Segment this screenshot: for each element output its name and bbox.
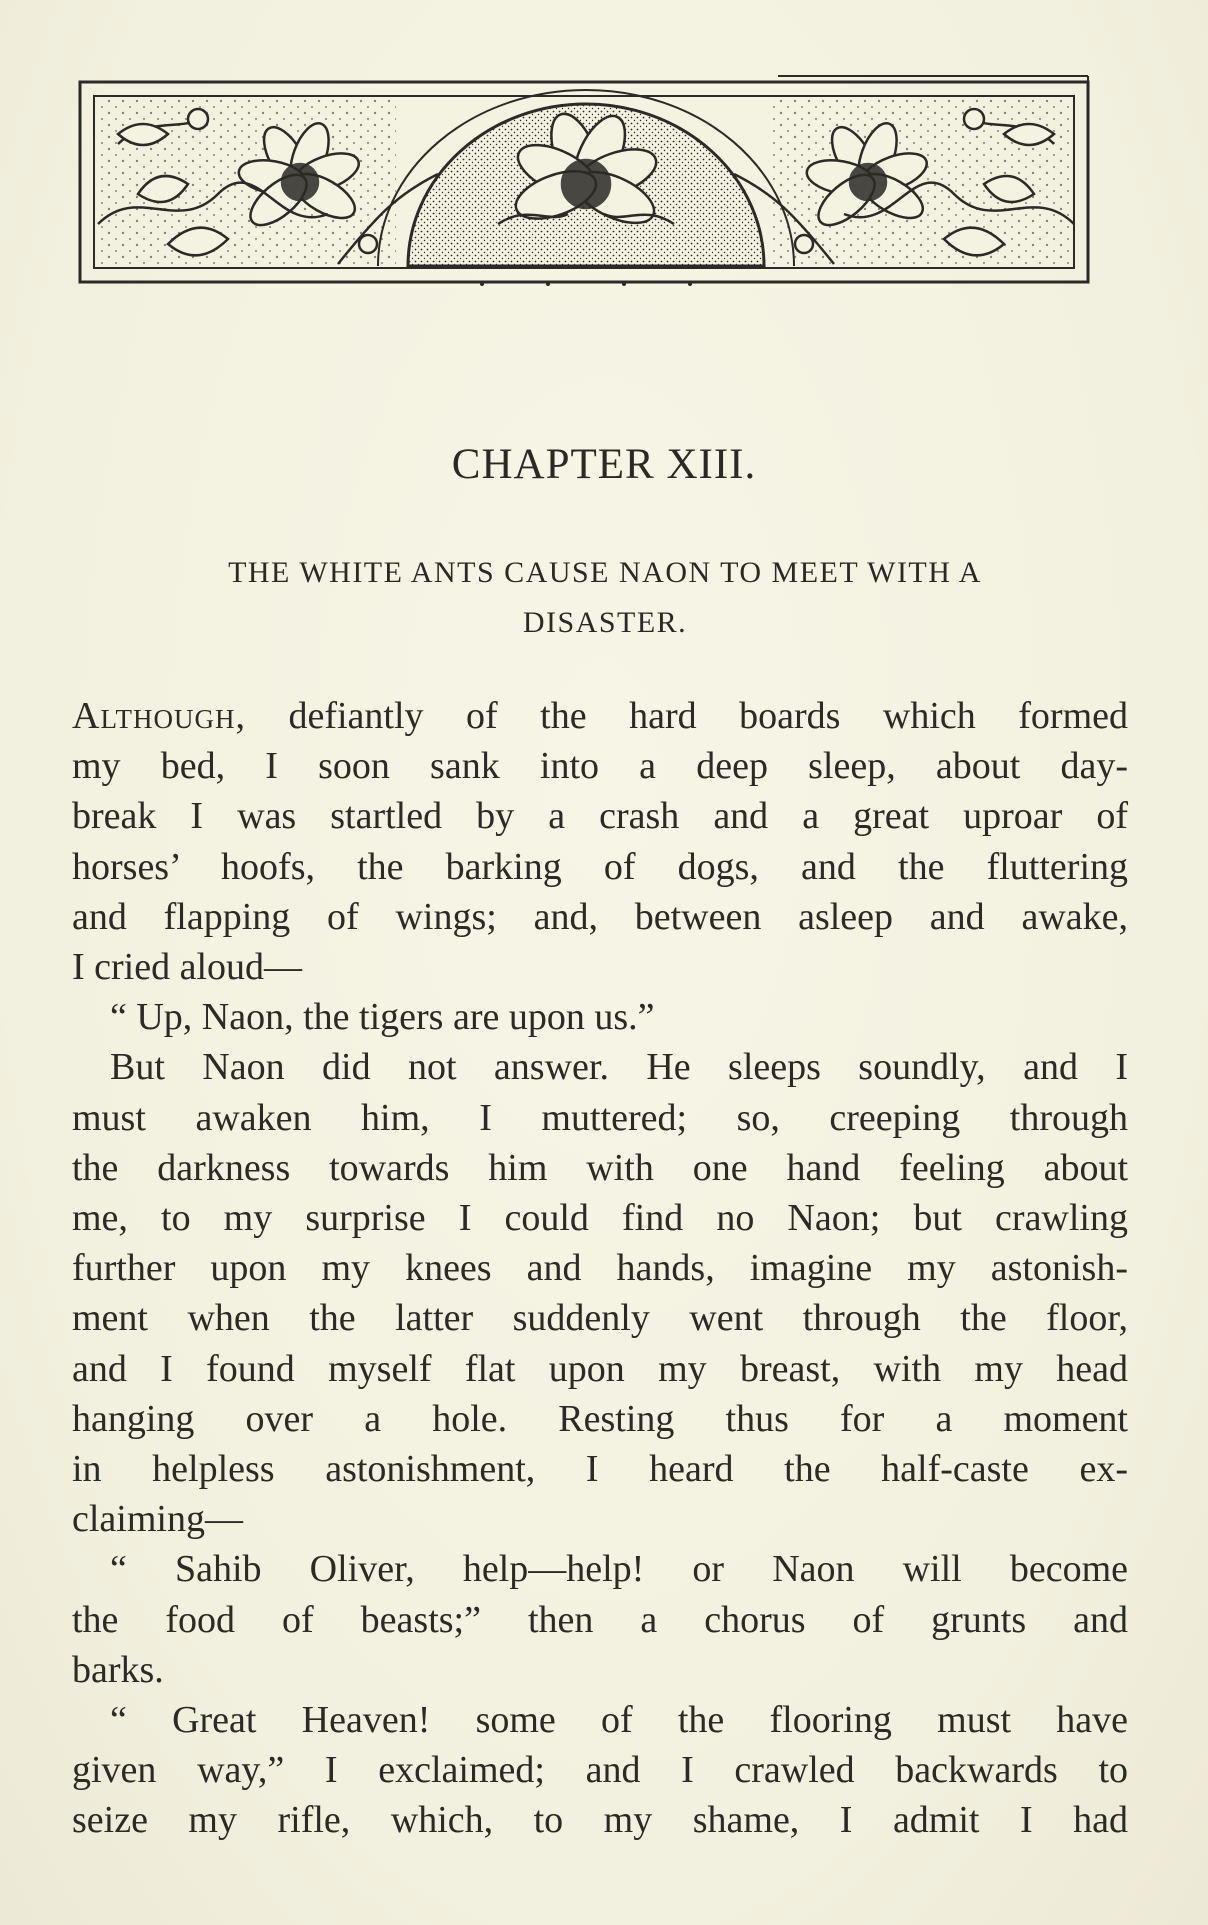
text-line: my bed, I soon sank into a deep sleep, about day- bbox=[72, 745, 1128, 788]
text-line: break I was startled by a crash and a great uproar of bbox=[72, 795, 1128, 838]
text-line: seize my rifle, which, to my shame, I admit I had bbox=[72, 1799, 1128, 1842]
text-line: the darkness towards him with one hand feeling about bbox=[72, 1146, 1128, 1189]
text-line: in helpless astonishment, I heard the half-caste ex- bbox=[72, 1448, 1128, 1491]
text-line: given way,” I exclaimed; and I crawled backwards to bbox=[72, 1749, 1128, 1792]
text-line: claiming— bbox=[72, 1498, 243, 1541]
text-line: and I found myself flat upon my breast, with my head bbox=[72, 1347, 1128, 1390]
text-line: must awaken him, I muttered; so, creeping through bbox=[72, 1096, 1128, 1139]
text-line: “ Up, Naon, the tigers are upon us.” bbox=[110, 996, 655, 1039]
text-line: “ Sahib Oliver, help—help! or Naon will become bbox=[110, 1548, 1128, 1591]
text-line: me, to my surprise I could find no Naon; but crawling bbox=[72, 1197, 1128, 1240]
text-line: horses’ hoofs, the barking of dogs, and the fluttering bbox=[72, 845, 1128, 888]
text-line: ment when the latter suddenly went through the floor, bbox=[72, 1297, 1128, 1340]
chapter-title: CHAPTER XIII. bbox=[451, 441, 757, 488]
text-line: further upon my knees and hands, imagine my astonish- bbox=[72, 1247, 1128, 1290]
text-line: I cried aloud— bbox=[72, 946, 303, 989]
text-line: barks. bbox=[72, 1648, 164, 1691]
chapter-subtitle bbox=[80, 548, 1130, 648]
text-line: and flapping of wings; and, between asleep and awake, bbox=[72, 895, 1128, 938]
text-line: hanging over a hole. Resting thus for a moment bbox=[72, 1397, 1128, 1440]
text-line: But Naon did not answer. He sleeps soundly, and I bbox=[110, 1046, 1128, 1089]
chapter-body bbox=[72, 691, 1128, 1846]
text-line: Although, defiantly of the hard boards which formed bbox=[72, 695, 1128, 737]
floral-headpiece-icon bbox=[78, 74, 1094, 288]
chapter-subtitle-line: THE WHITE ANTS CAUSE NAON TO MEET WITH A bbox=[228, 556, 982, 589]
text-line: the food of beasts;” then a chorus of grunts and bbox=[72, 1598, 1128, 1641]
chapter-subtitle-line: DISASTER. bbox=[522, 606, 688, 639]
opening-word: Although, bbox=[72, 695, 246, 737]
text-line: “ Great Heaven! some of the flooring must have bbox=[110, 1699, 1128, 1742]
